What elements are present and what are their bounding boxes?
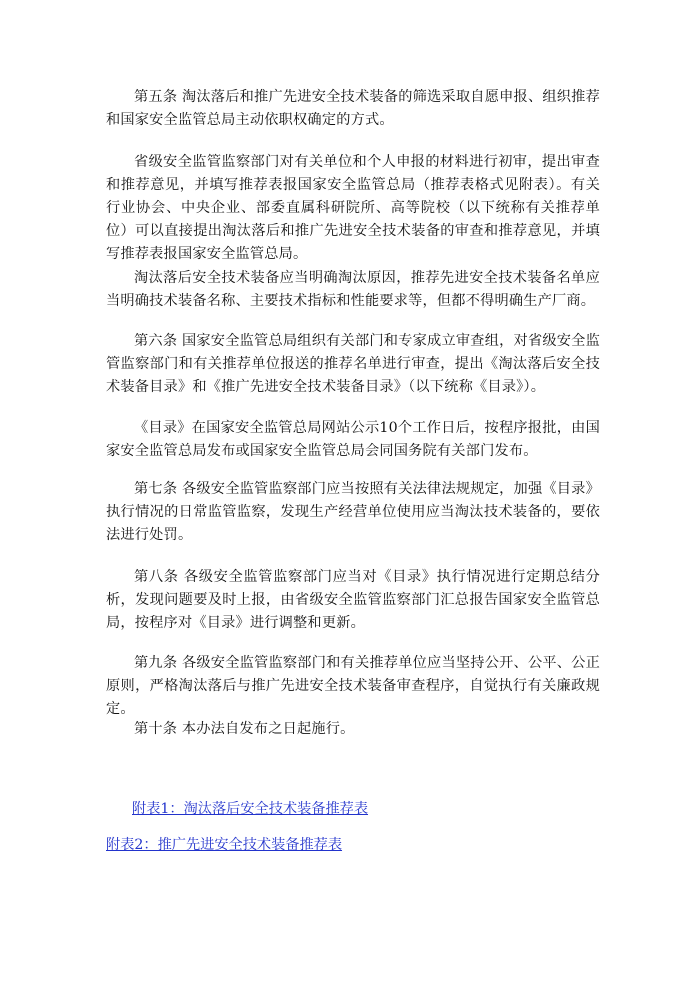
paragraph-article-10: 第十条 本办法自发布之日起施行。 <box>134 721 355 737</box>
paragraph-article-8: 第八条 各级安全监管监察部门应当对《目录》执行情况进行定期总结分析，发现问题要及时上报，由省级安全监管监察部门汇总报告国家安全监管总局，按程序对《目录》进行调整和更新。 <box>106 569 600 631</box>
attachment-link-2[interactable]: 附表2：推广先进安全技术装备推荐表 <box>106 837 343 853</box>
paragraph-elimination-reasons: 淘汰落后安全技术装备应当明确淘汰原因，推荐先进安全技术装备名单应当明确技术装备名称、主要技术指标和性能要求等，但都不得明确生产厂商。 <box>106 270 600 309</box>
paragraph-article-6: 第六条 国家安全监管总局组织有关部门和专家成立审查组，对省级安全监管监察部门和有关推荐单位报送的推荐名单进行审查，提出《淘汰落后安全技术装备目录》和《推广先进安全技术装备目录》（以下统称《目录》）。 <box>106 333 600 395</box>
paragraph-provincial-review: 省级安全监管监察部门对有关单位和个人申报的材料进行初审，提出审查和推荐意见，并填写推荐表报国家安全监管总局（推荐表格式见附表）。有关行业协会、中央企业、部委直属科研院所、高等院校（以下统称有关推荐单位）可以直接提出淘汰落后和推广先进安全技术装备的审查和推荐意见，并填写推荐表报国家安全监管总局。 <box>106 154 600 262</box>
paragraph-article-7: 第七条 各级安全监管监察部门应当按照有关法律法规规定，加强《目录》执行情况的日常监管监察，发现生产经营单位使用应当淘汰技术装备的，要依法进行处罚。 <box>106 481 600 543</box>
paragraph-article-5: 第五条 淘汰落后和推广先进安全技术装备的筛选采取自愿申报、组织推荐和国家安全监管总局主动依职权确定的方式。 <box>106 89 600 128</box>
attachment-link-1[interactable]: 附表1：淘汰落后安全技术装备推荐表 <box>132 801 369 817</box>
paragraph-catalog-publicity: 《目录》在国家安全监管总局网站公示10个工作日后，按程序报批，由国家安全监管总局发布或国家安全监管总局会同国务院有关部门发布。 <box>106 420 600 459</box>
paragraph-article-9: 第九条 各级安全监管监察部门和有关推荐单位应当坚持公开、公平、公正原则，严格淘汰落后与推广先进安全技术装备审查程序，自觉执行有关廉政规定。 <box>106 655 600 717</box>
